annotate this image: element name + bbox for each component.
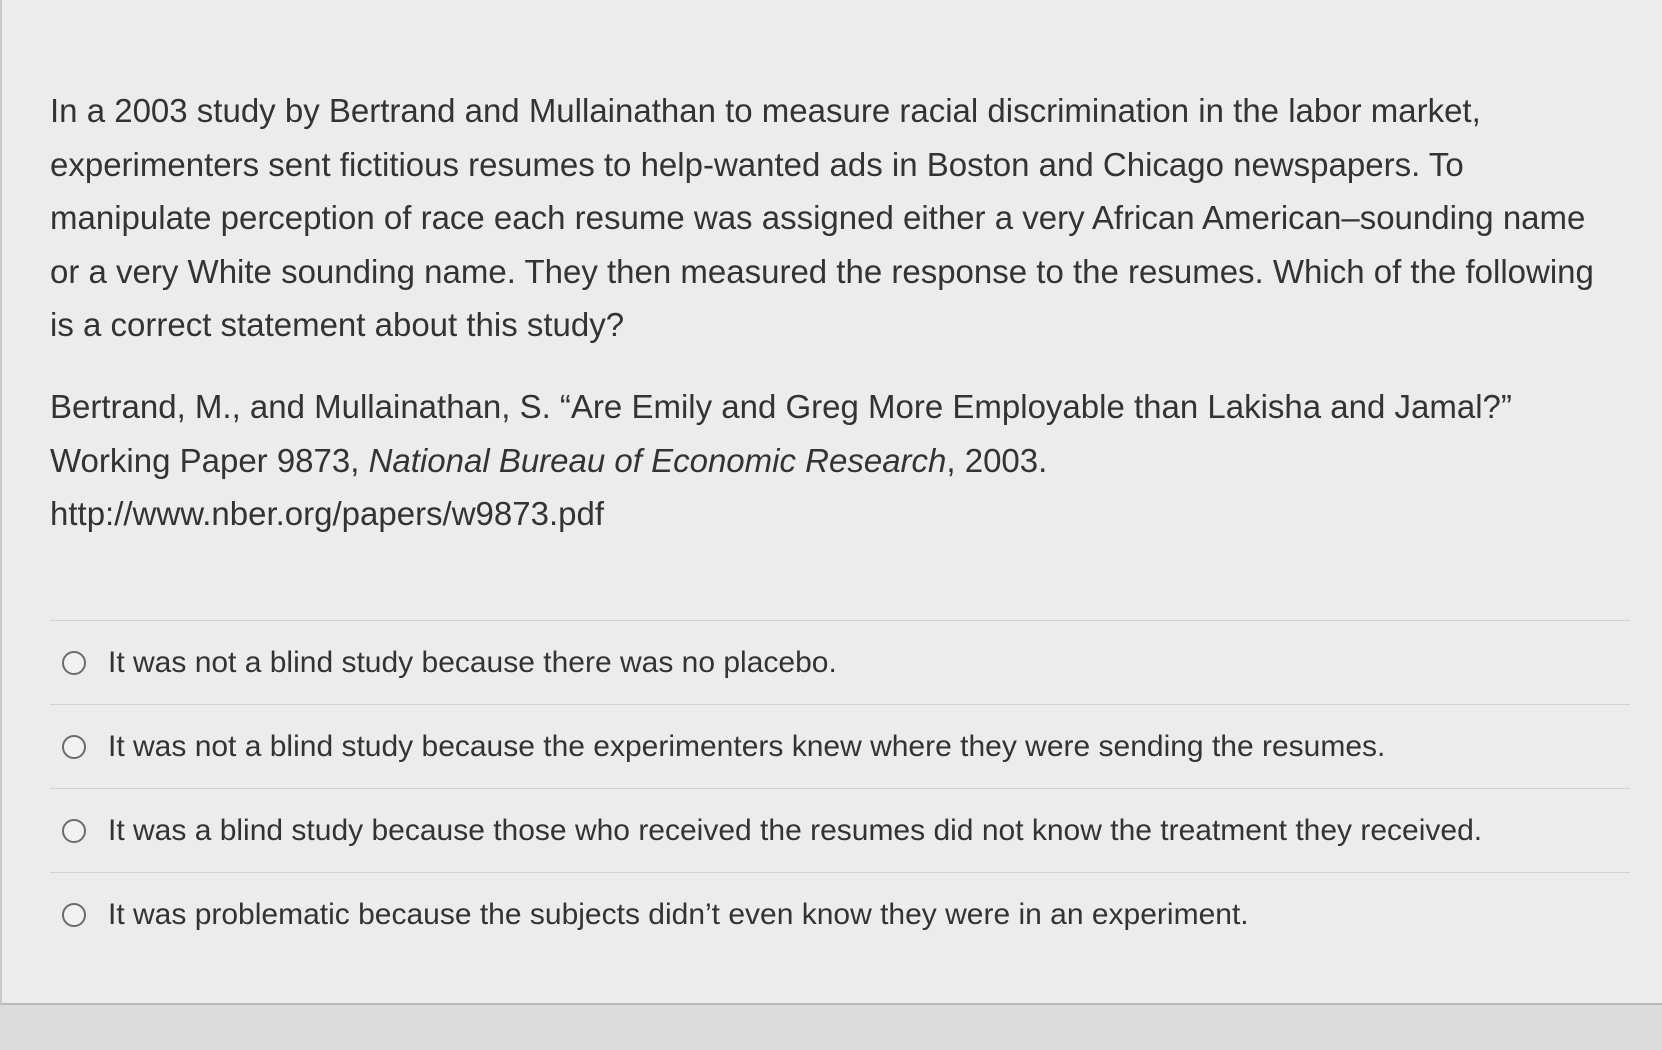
answer-label[interactable]: It was not a blind study because the experimenters knew where they were sending the resumes.	[108, 729, 1386, 763]
page-bottom-area	[0, 1005, 1662, 1050]
answer-option-4[interactable]	[50, 872, 1630, 956]
answer-option-3[interactable]	[50, 788, 1630, 872]
citation-line-2-suffix: , 2003.	[946, 441, 1048, 479]
answer-option-1[interactable]	[50, 620, 1630, 704]
citation-line-1: Bertrand, M., and Mullainathan, S. “Are Emily and Greg More Employable than Lakisha and Jamal?”	[50, 388, 1512, 425]
citation-line-2	[50, 434, 1610, 488]
answer-list	[50, 620, 1630, 956]
answer-option-2[interactable]	[50, 704, 1630, 788]
citation-url: http://www.nber.org/papers/w9873.pdf	[50, 495, 605, 532]
question-text	[50, 84, 1610, 352]
answer-label[interactable]: It was not a blind study because there was no placebo.	[108, 645, 837, 679]
radio-button-icon[interactable]	[62, 819, 86, 843]
answer-label[interactable]: It was a blind study because those who received the resumes did not know the treatment they received.	[108, 813, 1483, 847]
question-paragraph: In a 2003 study by Bertrand and Mullainathan to measure racial discrimination in the labor market, experimenters sent fictitious resumes to help-wanted ads in Boston and Chicago newspapers. To manipulate perception of race each resume was assigned either a very African American–sounding name or a very White sounding name. They then measured the response to the resumes. Which of the following is a correct statement about this study?	[50, 92, 1594, 343]
answer-label[interactable]: It was problematic because the subjects didn’t even know they were in an experiment.	[108, 897, 1249, 931]
citation	[50, 380, 1610, 541]
citation-line-2-prefix: Working Paper 9873,	[50, 441, 369, 479]
radio-button-icon[interactable]	[62, 735, 86, 759]
radio-button-icon[interactable]	[62, 651, 86, 675]
citation-publisher: National Bureau of Economic Research	[368, 441, 947, 479]
radio-button-icon[interactable]	[62, 903, 86, 927]
